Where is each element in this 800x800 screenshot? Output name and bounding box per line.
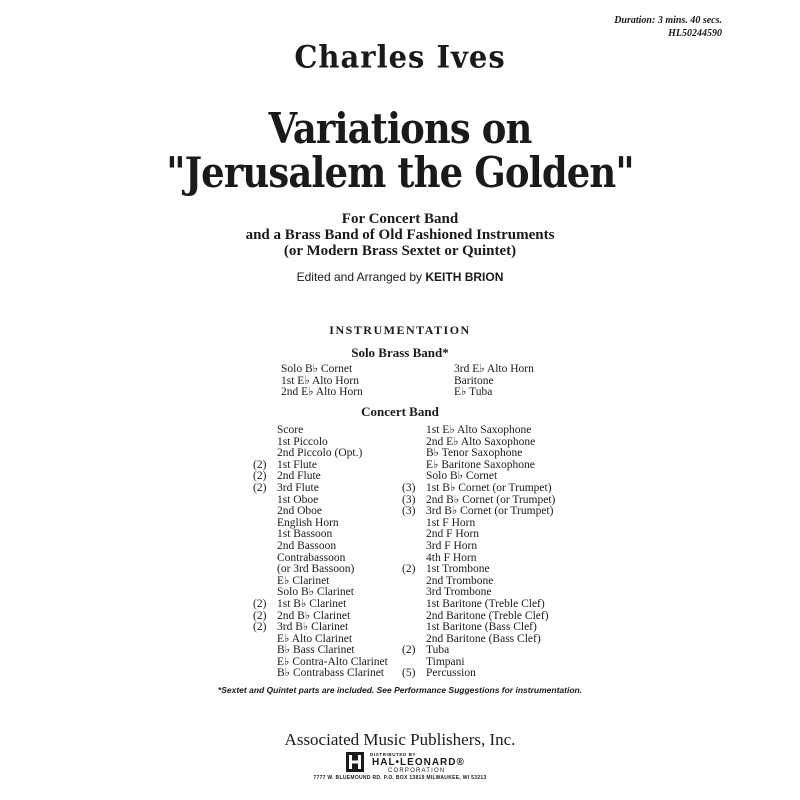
concert-band-heading: Concert Band — [361, 404, 439, 419]
instrument-name: Percussion — [426, 667, 476, 680]
arranger-label: Edited and Arranged by — [296, 270, 423, 284]
instrument-item: Solo B♭ Cornet — [281, 363, 353, 375]
instrument-name: B♭ Tenor Saxophone — [426, 447, 523, 460]
part-count: (2) — [253, 621, 267, 634]
instrument-name: 2nd Trombone — [426, 574, 494, 587]
instrument-name: 3rd Trombone — [426, 586, 492, 599]
instrument-name: 2nd Baritone (Treble Clef) — [426, 609, 549, 622]
solo-brass-col-2 — [454, 364, 534, 399]
distributor-name: HAL•LEONARD® — [372, 757, 465, 768]
part-count: (5) — [402, 667, 416, 680]
instrument-name: 1st Bassoon — [277, 528, 333, 541]
concert-band-col-1 — [253, 424, 388, 680]
instrument-name: 1st Baritone (Bass Clef) — [426, 621, 537, 634]
duration-text: Duration: 3 mins. 40 secs. — [614, 15, 722, 26]
instrument-name: 1st E♭ Alto Saxophone — [426, 424, 532, 436]
instrument-name: 2nd Bassoon — [277, 539, 337, 552]
subtitle-line-2: and a Brass Band of Old Fashioned Instruments — [245, 227, 555, 243]
instrument-item: E♭ Tuba — [454, 386, 493, 399]
instrument-name: E♭ Alto Clarinet — [277, 632, 353, 645]
instrument-name: 3rd B♭ Clarinet — [277, 621, 349, 634]
instrument-name: 1st F Horn — [426, 516, 476, 529]
instrument-item: 1st E♭ Alto Horn — [281, 374, 359, 387]
composer-name: Charles Ives — [294, 39, 506, 75]
instrument-name: Solo B♭ Clarinet — [277, 586, 354, 599]
instrument-name: B♭ Contrabass Clarinet — [277, 667, 384, 680]
instrument-name: 1st B♭ Clarinet — [277, 597, 347, 610]
instrument-name: 2nd B♭ Cornet (or Trumpet) — [426, 493, 556, 506]
distributor-corporation: CORPORATION — [388, 768, 446, 774]
instrument-item: Baritone — [454, 374, 494, 387]
distributor-address: 7777 W. BLUEMOUND RD. P.O. BOX 13819 MILWAUKEE, WI 53213 — [313, 775, 487, 781]
instrumentation-heading: INSTRUMENTATION — [329, 323, 471, 337]
instrument-name: E♭ Baritone Saxophone — [426, 458, 535, 471]
instrument-name: 3rd Flute — [277, 481, 319, 494]
part-count: (3) — [402, 481, 416, 494]
instrument-name: 2nd B♭ Clarinet — [277, 609, 351, 622]
arranger-credit — [0, 270, 800, 284]
part-count: (2) — [253, 609, 267, 622]
solo-brass-band-heading: Solo Brass Band* — [351, 345, 449, 360]
part-count: (2) — [253, 458, 267, 471]
instrument-name: Score — [277, 424, 304, 436]
instrument-name: 1st Oboe — [277, 493, 319, 506]
instrument-name: 1st Trombone — [426, 563, 490, 576]
instrument-name: 2nd F Horn — [426, 528, 480, 541]
instrument-name: 1st Flute — [277, 458, 317, 471]
instrument-name: E♭ Clarinet — [277, 574, 330, 587]
instrument-name: B♭ Bass Clarinet — [277, 644, 355, 657]
title-line-2: "Jerusalem the Golden" — [166, 148, 634, 197]
part-count: (3) — [402, 493, 416, 506]
distributed-by-label: DISTRIBUTED BY — [370, 752, 417, 757]
part-count: (2) — [402, 563, 416, 576]
concert-band-col-2 — [402, 424, 556, 680]
instrument-name: 4th F Horn — [426, 551, 477, 564]
instrument-item — [402, 667, 555, 680]
hal-leonard-logo-icon — [346, 752, 364, 772]
instrument-name: (or 3rd Bassoon) — [277, 563, 355, 576]
instrument-item: 2nd E♭ Alto Horn — [281, 386, 363, 399]
instrument-name: Timpani — [426, 655, 465, 668]
instrument-name: 2nd Piccolo (Opt.) — [277, 447, 363, 460]
instrument-name: 2nd Flute — [277, 470, 321, 483]
instrument-name: 2nd Oboe — [277, 505, 323, 518]
part-count: (2) — [253, 597, 267, 610]
part-count: (3) — [402, 505, 416, 518]
publisher-name: Associated Music Publishers, Inc. — [284, 730, 516, 749]
subtitle-line-3: (or Modern Brass Sextet or Quintet) — [283, 243, 517, 259]
part-count: (2) — [253, 481, 267, 494]
instrument-item: 3rd E♭ Alto Horn — [454, 363, 534, 375]
footnote: *Sextet and Quintet parts are included. See Performance Suggestions for instrumentation. — [217, 685, 583, 695]
instrument-name: Tuba — [426, 644, 450, 657]
part-count: (2) — [402, 644, 416, 657]
solo-brass-col-1 — [281, 364, 363, 399]
catalog-number: HL50244590 — [668, 28, 722, 39]
instrument-name: English Horn — [277, 516, 339, 529]
instrument-name: Contrabassoon — [277, 551, 346, 564]
instrument-name: 1st Piccolo — [277, 435, 328, 448]
instrument-name: E♭ Contra-Alto Clarinet — [277, 655, 388, 668]
instrument-name: 3rd F Horn — [426, 539, 478, 552]
title-line-1: Variations on — [268, 104, 532, 153]
instrument-name: 1st B♭ Cornet (or Trumpet) — [426, 481, 552, 494]
score-info — [482, 14, 722, 40]
instrument-name: Solo B♭ Cornet — [426, 470, 498, 483]
instrument-name: 1st Baritone (Treble Clef) — [426, 597, 545, 610]
subtitle-line-1: For Concert Band — [341, 211, 459, 227]
instrument-item — [277, 668, 388, 680]
instrument-name: 2nd Baritone (Bass Clef) — [426, 632, 541, 645]
instrument-name: 2nd E♭ Alto Saxophone — [426, 435, 536, 448]
arranger-name: KEITH BRION — [425, 270, 504, 284]
instrument-name: 3rd B♭ Cornet (or Trumpet) — [426, 505, 554, 518]
part-count: (2) — [253, 470, 267, 483]
